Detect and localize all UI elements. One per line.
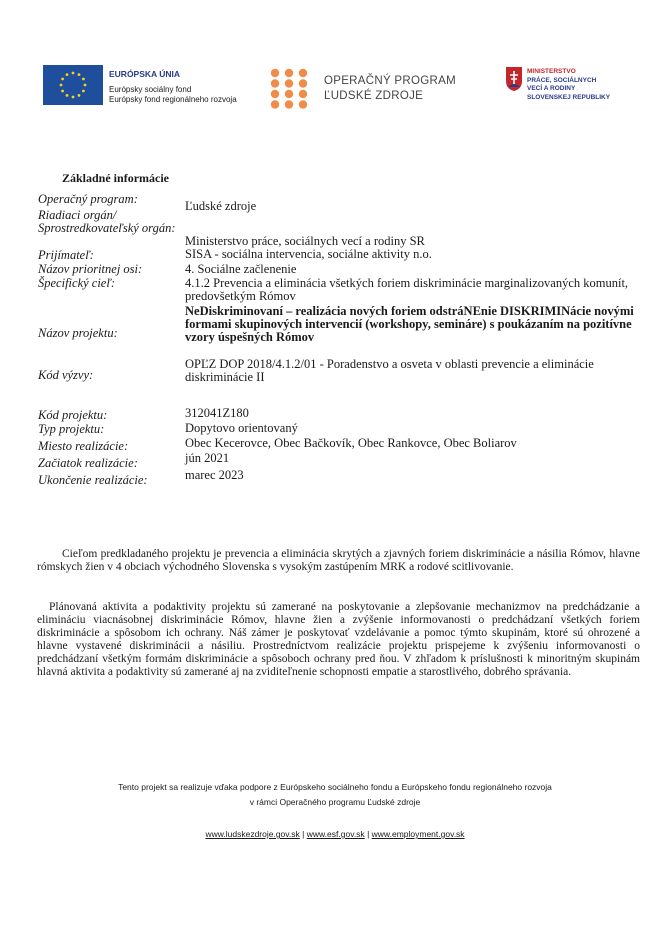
op-dot — [299, 69, 307, 77]
op-dot — [271, 79, 279, 87]
op-dot — [285, 90, 293, 98]
info-row-call-code — [38, 357, 648, 409]
info-value: Obec Kecerovce, Obec Bačkovík, Obec Rankovce, Obec Boliarov — [185, 436, 517, 450]
eu-fund-erdf: Európsky fond regionálneho rozvoja — [109, 95, 237, 104]
eu-flag-icon — [43, 65, 103, 105]
footer-links — [0, 829, 670, 839]
logo-bar — [0, 60, 670, 120]
eu-star — [82, 78, 85, 81]
footer-note — [0, 780, 670, 810]
eu-star — [72, 72, 75, 75]
info-value: 4. Sociálne začlenenie — [185, 262, 297, 276]
op-dot — [299, 100, 307, 108]
op-dot — [271, 90, 279, 98]
info-value: jún 2021 — [185, 451, 230, 465]
info-value: 312041Z180 — [185, 406, 249, 420]
info-value: Ministerstvo práce, sociálnych vecí a rodiny SR — [185, 234, 425, 248]
info-label: Názov prioritnej osi: — [38, 262, 143, 276]
info-value: SISA - sociálna intervencia, sociálne aktivity n.o. — [185, 247, 432, 261]
op-dot — [299, 90, 307, 98]
info-row-beneficiary — [38, 249, 648, 263]
info-label: Riadiaci orgán/ Sprostredkovateľský orgán: — [38, 208, 176, 235]
op-title-line2: ĽUDSKÉ ZDROJE — [324, 90, 424, 102]
link-separator: | — [302, 829, 305, 839]
eu-title: EURÓPSKA ÚNIA — [109, 69, 180, 79]
info-row-project-code — [38, 406, 648, 423]
op-dot — [285, 69, 293, 77]
info-label: Špecifický cieľ: — [38, 276, 116, 290]
info-label: Kód projektu: — [38, 408, 108, 422]
eu-star — [78, 94, 81, 97]
op-dot — [285, 79, 293, 87]
ministry-line4: SLOVENSKEJ REPUBLIKY — [527, 93, 611, 101]
section-heading: Základné informácie — [62, 171, 169, 185]
footer-line2: v rámci Operačného programu Ľudské zdroje — [249, 797, 421, 807]
eu-star — [72, 96, 75, 99]
info-value: Ľudské zdroje — [185, 199, 257, 213]
footer-line1: Tento projekt sa realizuje vďaka podpore z Európskeho sociálneho fondu a Európskeho fondu regionálneho rozvoja — [118, 782, 552, 792]
eu-star — [84, 84, 87, 87]
paragraph-activities: Plánovaná aktivita a podaktivity projektu sú zamerané na poskytovanie a zlepšovanie mechanizmov na predchádzanie a elimináciu viacnásobnej diskriminácie Rómov, hlavne žien a zvýšenie informovanosti o predchádzaní všetkých foriem diskriminácie a spôsobom ich ochrany. Náš zámer je poskytovať vzdelávanie a pomoc týmto skupinám, ktoré sú ohrozené a hlavne vystavené diskriminácii a násiliu. Prostredníctvom realizácie projektu prispejeme k zvýšeniu informovanosti o predchádzaní všetkým formám diskriminácie a spôsoboch ochrany pred ňou. V zhľadom k príslušnosti k minoritným skupinám hlavná aktivita a podaktivity sú zamerané aj na zviditeľnenie schopnosti empatie a starostlivého, dobrého správania. — [37, 601, 640, 678]
op-title-line1: OPERAČNÝ PROGRAM — [324, 75, 456, 87]
op-dot — [299, 79, 307, 87]
link-separator: | — [367, 829, 370, 839]
info-value: OPĽZ DOP 2018/4.1.2/01 - Poradenstvo a osveta v oblasti prevencie a eliminácie diskriminácie II — [185, 357, 594, 384]
slovak-crest-icon — [505, 66, 523, 92]
eu-star — [78, 73, 81, 76]
eu-star — [60, 84, 63, 87]
info-label: Kód výzvy: — [38, 368, 94, 382]
op-dot — [271, 69, 279, 77]
ministry-line2: PRÁCE, SOCIÁLNYCH — [527, 76, 597, 84]
info-value: Dopytovo orientovaný — [185, 421, 298, 435]
eu-star — [61, 90, 64, 93]
info-row-project-name — [38, 304, 648, 361]
project-info-table — [38, 193, 648, 491]
link-employment[interactable]: www.employment.gov.sk — [371, 829, 465, 839]
info-value: 4.1.2 Prevencia a eliminácia všetkých foriem diskriminácie marginalizovaných komunít, predovšetkým Rómov — [185, 276, 629, 303]
op-dot — [271, 100, 279, 108]
info-label: Operačný program: — [38, 192, 138, 206]
info-row-program — [38, 192, 648, 213]
info-row-priority-axis — [38, 263, 648, 277]
info-value: marec 2023 — [185, 468, 244, 482]
op-dots-icon — [268, 68, 310, 110]
paragraph-goal: Cieľom predkladaného projektu je prevencia a eliminácia skrytých a zjavných foriem diskriminácie a násilia Rómov, hlavne rómskych žien v 4 obciach východného Slovenska s vysokým zastúpením MRK a rodové scitlivovanie. — [37, 548, 640, 573]
ministry-line1: MINISTERSTVO — [527, 68, 576, 75]
eu-star — [66, 94, 69, 97]
eu-star — [66, 73, 69, 76]
eu-star — [82, 90, 85, 93]
ministry-line3: VECÍ A RODINY — [527, 85, 576, 92]
info-row-authority — [38, 209, 648, 249]
info-label: Ukončenie realizácie: — [38, 473, 148, 487]
info-value: NeDiskriminovaní – realizácia nových foriem odstráNEnie DISKRIMINácie novými formami skupinových intervencií (workshopy, semináre) s poukázaním na pozitívne vzory úspešných Rómov — [185, 304, 634, 344]
info-label: Typ projektu: — [38, 422, 105, 436]
link-esf[interactable]: www.esf.gov.sk — [306, 829, 365, 839]
link-ludskezdroje[interactable]: www.ludskezdroje.gov.sk — [205, 829, 300, 839]
info-row-end — [38, 468, 648, 491]
eu-star — [61, 78, 64, 81]
eu-fund-esf: Európsky sociálny fond — [109, 85, 192, 94]
info-label: Prijímateľ: — [38, 248, 94, 262]
op-dot — [285, 100, 293, 108]
info-label: Začiatok realizácie: — [38, 456, 138, 470]
info-label: Názov projektu: — [38, 326, 118, 340]
info-label: Miesto realizácie: — [38, 439, 129, 453]
